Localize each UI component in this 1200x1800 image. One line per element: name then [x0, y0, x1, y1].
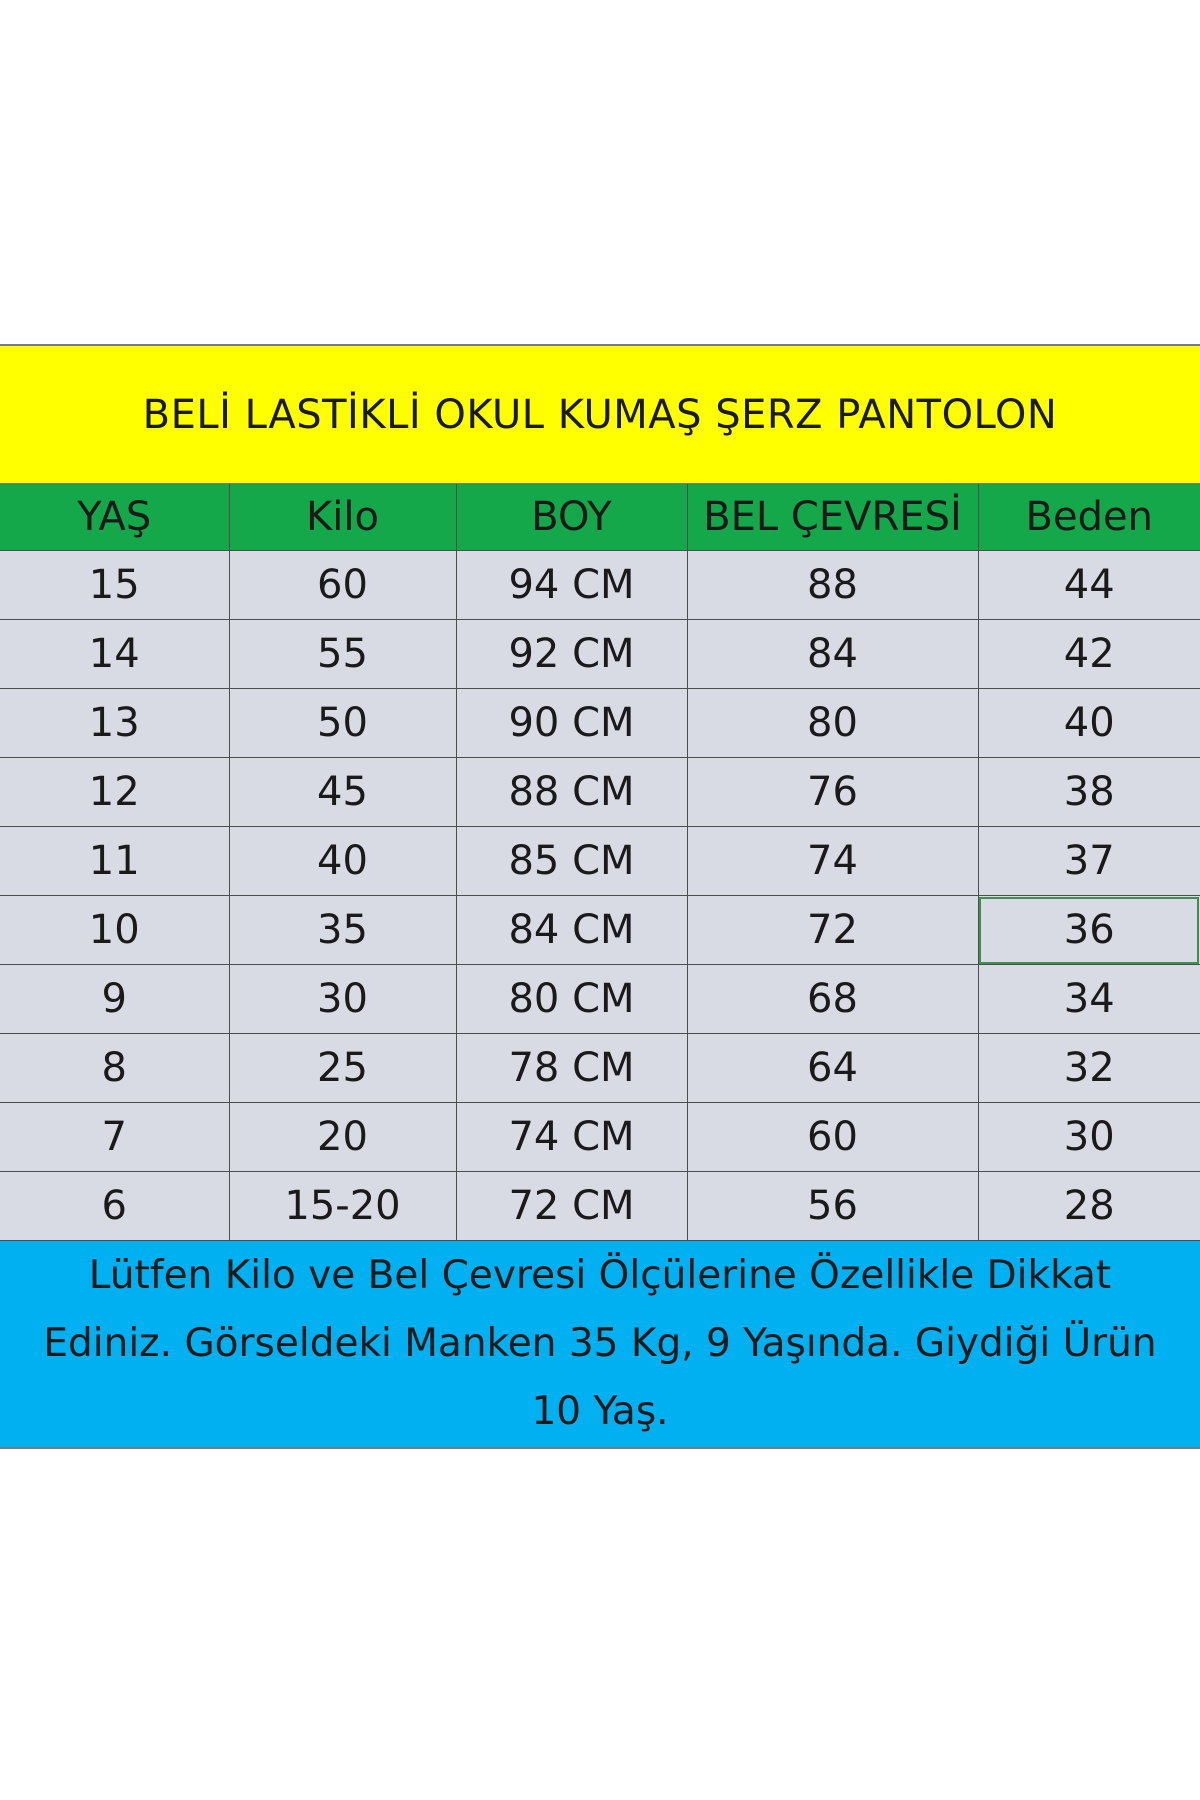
table-cell[interactable]: 68: [687, 965, 978, 1034]
table-cell[interactable]: 80: [687, 689, 978, 758]
table-row: [0, 1172, 1200, 1241]
table-cell[interactable]: 84: [687, 620, 978, 689]
table-cell[interactable]: 80 CM: [456, 965, 687, 1034]
table-cell[interactable]: 7: [0, 1103, 229, 1172]
table-cell[interactable]: 50: [229, 689, 456, 758]
table-row: [0, 896, 1200, 965]
table-cell[interactable]: 88 CM: [456, 758, 687, 827]
column-header-yas: YAŞ: [0, 484, 229, 551]
table-cell[interactable]: 30: [978, 1103, 1200, 1172]
note-band: [0, 1241, 1200, 1447]
table-cell[interactable]: 14: [0, 620, 229, 689]
size-chart: [0, 344, 1200, 1449]
title-band: [0, 346, 1200, 484]
table-cell[interactable]: 6: [0, 1172, 229, 1241]
table-cell[interactable]: 9: [0, 965, 229, 1034]
table-cell[interactable]: 90 CM: [456, 689, 687, 758]
table-row: [0, 827, 1200, 896]
table-cell[interactable]: 92 CM: [456, 620, 687, 689]
table-cell[interactable]: 35: [229, 896, 456, 965]
table-cell[interactable]: 12: [0, 758, 229, 827]
table-cell[interactable]: 30: [229, 965, 456, 1034]
table-cell[interactable]: 37: [978, 827, 1200, 896]
table-cell[interactable]: 15: [0, 551, 229, 620]
table-cell[interactable]: 38: [978, 758, 1200, 827]
table-cell[interactable]: 13: [0, 689, 229, 758]
table-cell[interactable]: 20: [229, 1103, 456, 1172]
table-cell[interactable]: 94 CM: [456, 551, 687, 620]
table-cell[interactable]: 74: [687, 827, 978, 896]
header-row: [0, 484, 1200, 551]
column-header-kilo: Kilo: [229, 484, 456, 551]
table-row: [0, 1103, 1200, 1172]
table-row: [0, 965, 1200, 1034]
table-cell[interactable]: 76: [687, 758, 978, 827]
table-cell[interactable]: 88: [687, 551, 978, 620]
table-cell[interactable]: 44: [978, 551, 1200, 620]
table-row: [0, 620, 1200, 689]
column-header-boy: BOY: [456, 484, 687, 551]
table-cell[interactable]: 28: [978, 1172, 1200, 1241]
table-cell[interactable]: 34: [978, 965, 1200, 1034]
chart-title: BELİ LASTİKLİ OKUL KUMAŞ ŞERZ PANTOLON: [142, 391, 1058, 438]
column-header-bel-cevresi: BEL ÇEVRESİ: [687, 484, 978, 551]
selected-cell[interactable]: 36: [978, 896, 1200, 965]
table-cell[interactable]: 72: [687, 896, 978, 965]
table-cell[interactable]: 84 CM: [456, 896, 687, 965]
table-cell[interactable]: 60: [687, 1103, 978, 1172]
table-cell[interactable]: 55: [229, 620, 456, 689]
table-cell[interactable]: 74 CM: [456, 1103, 687, 1172]
table-cell[interactable]: 32: [978, 1034, 1200, 1103]
column-header-beden: Beden: [978, 484, 1200, 551]
table-cell[interactable]: 11: [0, 827, 229, 896]
table-row: [0, 758, 1200, 827]
size-table: [0, 484, 1200, 1241]
table-cell[interactable]: 85 CM: [456, 827, 687, 896]
note-text: Lütfen Kilo ve Bel Çevresi Ölçülerine Özellikle Dikkat Ediniz. Görseldeki Manken 35 Kg, 9 Yaşında. Giydiği Ürün 10 Yaş.: [43, 1253, 1157, 1434]
table-cell[interactable]: 56: [687, 1172, 978, 1241]
table-cell[interactable]: 8: [0, 1034, 229, 1103]
table-row: [0, 551, 1200, 620]
table-cell[interactable]: 64: [687, 1034, 978, 1103]
table-row: [0, 689, 1200, 758]
table-cell[interactable]: 40: [978, 689, 1200, 758]
table-cell[interactable]: 25: [229, 1034, 456, 1103]
table-cell[interactable]: 15-20: [229, 1172, 456, 1241]
table-cell[interactable]: 78 CM: [456, 1034, 687, 1103]
table-cell[interactable]: 72 CM: [456, 1172, 687, 1241]
table-row: [0, 1034, 1200, 1103]
table-cell[interactable]: 60: [229, 551, 456, 620]
table-cell[interactable]: 10: [0, 896, 229, 965]
table-cell[interactable]: 40: [229, 827, 456, 896]
table-cell[interactable]: 45: [229, 758, 456, 827]
table-cell[interactable]: 42: [978, 620, 1200, 689]
